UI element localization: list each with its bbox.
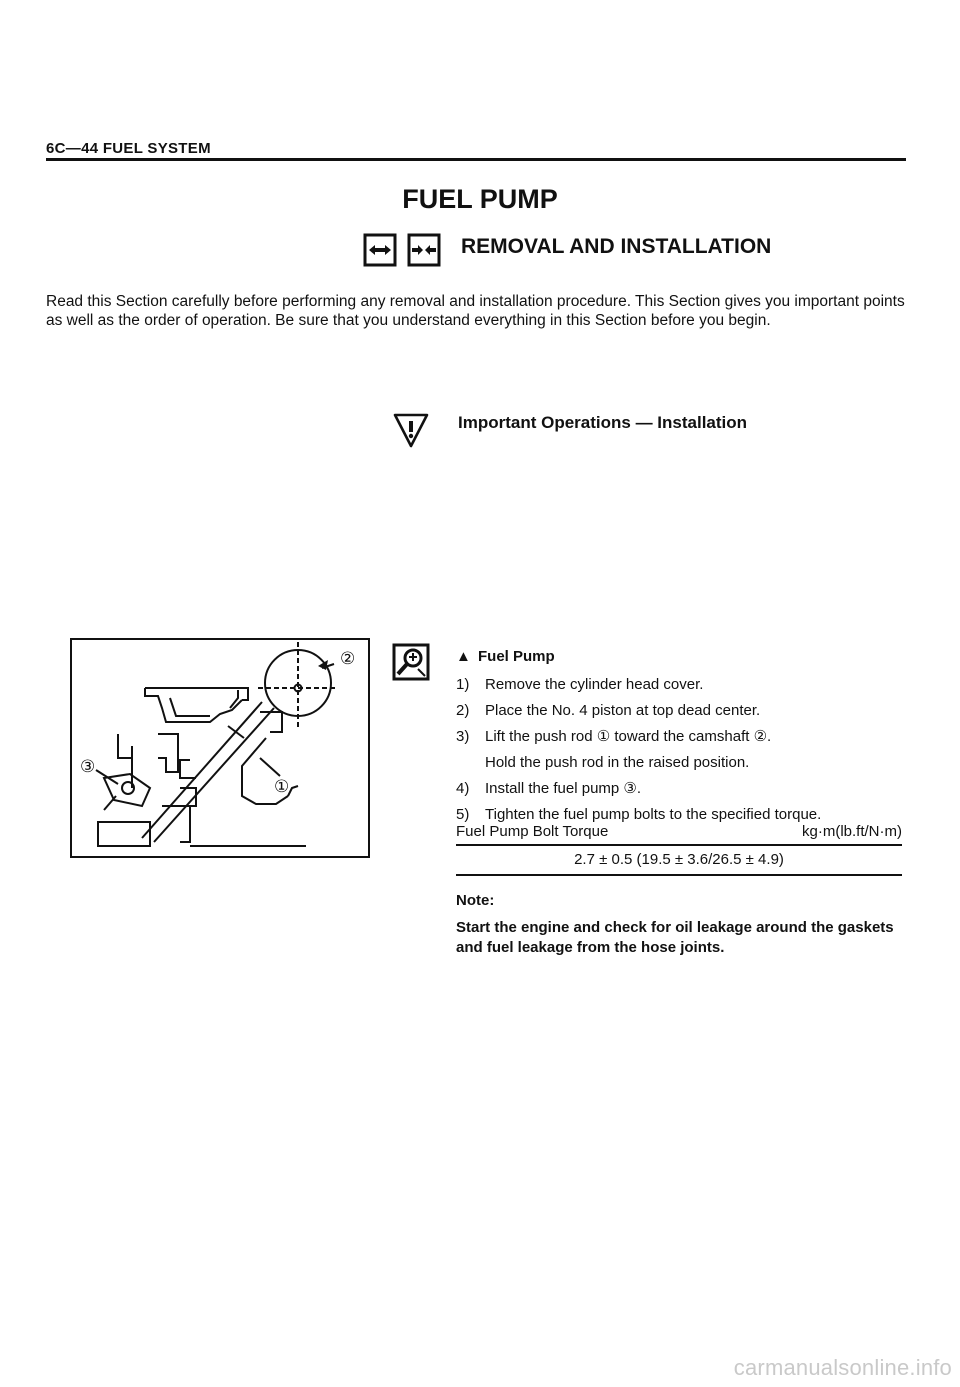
watermark: carmanualsonline.info — [733, 1355, 952, 1380]
running-head: 6C—44 FUEL SYSTEM — [46, 140, 211, 157]
inspect-icon — [392, 643, 430, 681]
list-item: 3) Lift the push rod ① toward the camshaft ②. — [456, 728, 772, 745]
header-rule — [46, 158, 906, 161]
list-item-continuation: Hold the push rod in the raised position. — [485, 754, 750, 771]
list-item: 2) Place the No. 4 piston at top dead center. — [456, 702, 761, 719]
triangle-icon: ▲ — [456, 648, 471, 665]
procedure-steps — [456, 646, 906, 828]
note-text: Start the engine and check for oil leakage around the gaskets and fuel leakage from the hose joints. — [456, 919, 894, 956]
note-label: Note: — [456, 892, 495, 909]
callout-push-rod: ① — [274, 777, 290, 797]
spec-unit: kg·m(lb.ft/N·m) — [802, 823, 902, 840]
important-operation-icon — [393, 412, 429, 448]
procedure-heading: ▲ Fuel Pump — [456, 646, 906, 672]
fuel-pump-illustration — [70, 638, 370, 858]
torque-spec-table — [456, 822, 902, 876]
intro-paragraph: Read this Section carefully before performing any removal and installation procedure. This Section gives you important points as well as the order of operation. Be sure that you understand everything in this Section before you begin. — [46, 293, 905, 329]
install-icon — [407, 233, 441, 267]
spec-label: Fuel Pump Bolt Torque — [456, 823, 609, 840]
list-item: 5) Tighten the fuel pump bolts to the specified torque. — [456, 806, 822, 823]
section-subtitle: REMOVAL AND INSTALLATION — [461, 235, 772, 258]
spec-value: 2.7 ± 0.5 (19.5 ± 3.6/26.5 ± 4.9) — [456, 846, 902, 876]
page-title: FUEL PUMP — [402, 184, 558, 214]
callout-camshaft: ② — [340, 649, 356, 669]
callout-fuel-pump: ③ — [80, 757, 96, 777]
list-item: 1) Remove the cylinder head cover. — [456, 676, 704, 693]
list-item: 4) Install the fuel pump ③. — [456, 780, 642, 797]
spec-header-row — [456, 822, 902, 846]
remove-icon — [363, 233, 397, 267]
important-operations-heading: Important Operations — Installation — [458, 413, 748, 432]
